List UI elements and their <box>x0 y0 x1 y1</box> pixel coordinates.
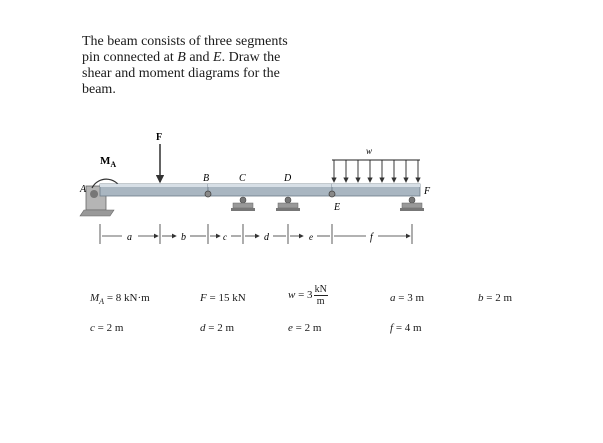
label-support-f: F <box>424 186 431 197</box>
dimension-b <box>162 232 206 243</box>
param-a-symbol: a <box>390 292 396 304</box>
dimension-e <box>290 232 330 242</box>
pin-b <box>205 191 211 197</box>
param-d-symbol: d <box>200 322 206 334</box>
dim-label-c: c <box>223 232 227 242</box>
label-point-e: E <box>334 202 341 213</box>
dim-label-b: b <box>181 232 186 243</box>
pin-e <box>329 191 335 197</box>
param-w-unit-num: kN <box>314 284 327 295</box>
param-w-symbol: w <box>288 289 296 302</box>
param-w-unit <box>314 284 328 307</box>
beam-segment-ef <box>332 184 420 196</box>
beam-segment-ab <box>100 184 208 196</box>
roller-support-f <box>400 197 424 211</box>
param-c-symbol: c <box>90 322 95 334</box>
param-ma <box>90 292 150 308</box>
roller-support-d <box>276 197 300 211</box>
problem-line-2-text: pin connected at <box>82 50 178 65</box>
dimension-d <box>245 232 286 243</box>
dimension-ticks <box>100 224 412 244</box>
param-d-value: = 2 m <box>205 322 235 334</box>
dim-label-e: e <box>309 232 313 242</box>
param-f-symbol: F <box>200 292 207 304</box>
beam-segment-be <box>208 184 332 196</box>
param-ma-symbol: M <box>90 292 100 304</box>
distributed-load-w <box>332 160 420 182</box>
problem-line-4: beam. <box>82 82 116 97</box>
dim-label-d: d <box>264 232 269 243</box>
param-e <box>288 322 321 334</box>
beam-figure <box>0 128 603 258</box>
param-c <box>90 322 123 334</box>
param-e-symbol: e <box>288 322 293 334</box>
param-ma-subscript: A <box>99 297 105 307</box>
point-e-ref: E <box>213 50 222 65</box>
problem-line-1: The beam consists of three segments <box>82 34 288 49</box>
param-w-value: = 3 <box>295 289 313 302</box>
param-e-value: = 2 m <box>292 322 322 334</box>
label-ma: $M_A$ <box>100 155 117 169</box>
param-a-value: = 3 m <box>395 292 425 304</box>
dimension-a <box>102 232 158 243</box>
dim-label-f: f <box>370 232 373 243</box>
param-f <box>200 292 246 304</box>
dim-label-a: a <box>127 232 132 243</box>
param-b-value: = 2 m <box>483 292 513 304</box>
param-c-value: = 2 m <box>94 322 124 334</box>
param-w <box>288 284 328 307</box>
param-a <box>390 292 424 304</box>
param-b-symbol: b <box>478 292 484 304</box>
param-b <box>478 292 512 304</box>
dimension-f <box>334 232 410 243</box>
param-f-length-value: = 4 m <box>393 322 422 334</box>
label-point-c: C <box>239 173 246 184</box>
param-w-unit-den: m <box>316 296 325 307</box>
param-ma-value: = 8 kN·m <box>104 292 150 304</box>
problem-line-3: shear and moment diagrams for the <box>82 66 280 81</box>
param-f-length-symbol: f <box>390 322 394 334</box>
dimension-c <box>210 232 241 242</box>
problem-line-2-end: . Draw the <box>221 50 281 65</box>
label-w: w <box>366 146 373 156</box>
label-support-a: A <box>80 184 87 195</box>
problem-line-2 <box>82 50 344 66</box>
param-f-value: = 15 kN <box>206 292 246 304</box>
param-d <box>200 322 234 334</box>
label-force-f: F <box>156 132 163 143</box>
param-f-length <box>390 322 422 334</box>
label-point-b: B <box>203 173 210 184</box>
label-point-d: D <box>284 173 292 184</box>
problem-statement <box>82 34 344 98</box>
problem-line-2-and: and <box>185 50 214 65</box>
point-b-ref: B <box>177 50 186 65</box>
roller-support-c <box>231 197 255 211</box>
